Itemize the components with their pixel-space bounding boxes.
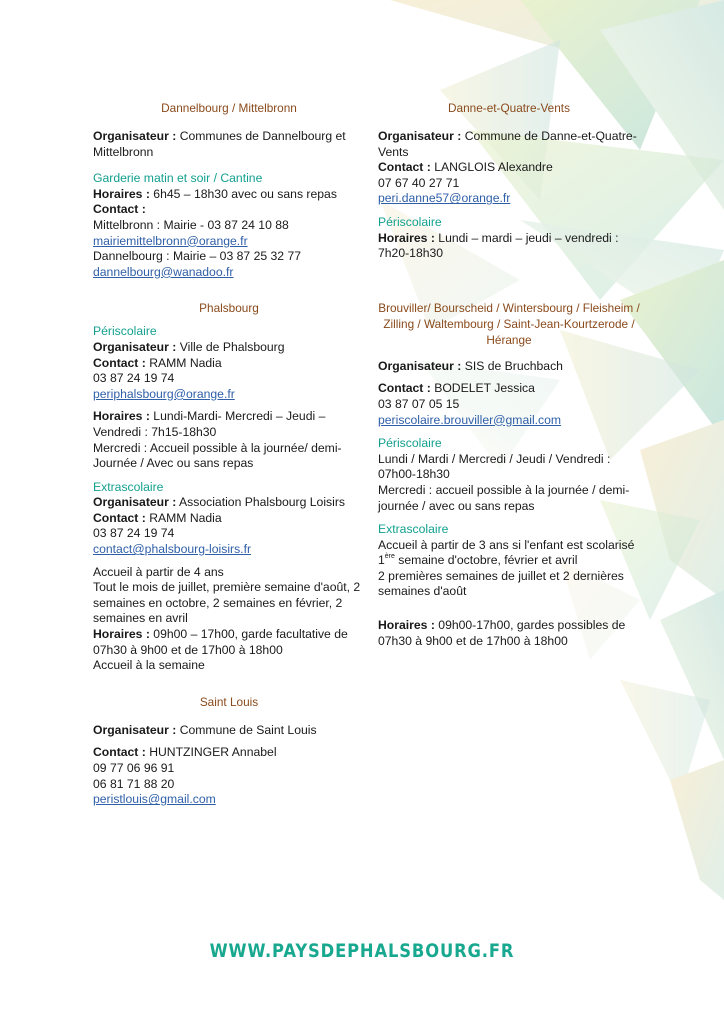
horaires-value: 09h00 – 17h00, garde facultative de 07h30 à 9h00 et de 17h00 à 18h00	[93, 627, 348, 657]
contact-label: Contact :	[378, 160, 431, 175]
contact-value: HUNTZINGER Annabel	[145, 745, 277, 760]
horaires-label: Horaires :	[378, 230, 435, 245]
jours-horaires: Lundi / Mardi / Mercredi / Jeudi / Vendredi : 07h00-18h30	[378, 451, 611, 482]
organisateur-label: Organisateur :	[378, 358, 462, 373]
contact-dannelbourg: Dannelbourg : Mairie – 03 87 25 32 77	[93, 249, 302, 264]
section-phalsbourg	[93, 300, 365, 673]
organisateur-value: Commune de Danne-et-Quatre-Vents	[378, 129, 637, 159]
email-link[interactable]: mairiemittelbronn@orange.fr	[93, 233, 248, 248]
organisateur-label: Organisateur :	[93, 495, 177, 510]
organisateur-label: Organisateur :	[93, 339, 177, 354]
contact-label: Contact :	[378, 381, 431, 396]
organisateur-value: Commune de Saint Louis	[176, 722, 317, 737]
section-title: Danne-et-Quatre-Vents	[448, 101, 570, 115]
website-url[interactable]: WWW.PAYSDEPHALSBOURG.FR	[209, 940, 515, 962]
contact-value: RAMM Nadia	[145, 355, 222, 370]
subsection-title: Périscolaire	[378, 436, 442, 451]
ordinal-suffix: ère	[384, 553, 395, 561]
organisateur-value: Ville de Phalsbourg	[176, 339, 285, 354]
contact-label: Contact :	[93, 202, 146, 217]
section-title: Dannelbourg / Mittelbronn	[161, 101, 297, 115]
contact-value: BODELET Jessica	[430, 381, 535, 396]
horaires-label: Horaires :	[93, 186, 150, 201]
right-column	[378, 100, 640, 649]
horaires-value: Lundi – mardi – jeudi – vendredi : 7h20-18h30	[378, 230, 619, 261]
email-link[interactable]: dannelbourg@wanadoo.fr	[93, 264, 234, 279]
organisateur-value: SIS de Bruchbach	[461, 358, 563, 373]
mercredi-text: Mercredi : Accueil possible à la journée/ demi-Journée / Avec ou sans repas	[93, 440, 342, 471]
horaires-label: Horaires :	[93, 409, 150, 424]
contact-label: Contact :	[93, 510, 146, 525]
section-saint-louis	[93, 694, 365, 808]
phone: 09 77 06 96 91	[93, 761, 175, 775]
horaires-label: Horaires :	[378, 618, 435, 633]
left-column	[93, 100, 365, 808]
subsection-title: Garderie matin et soir / Cantine	[93, 171, 263, 186]
email-link[interactable]: periphalsbourg@orange.fr	[93, 386, 235, 401]
accueil-periodes: Tout le mois de juillet, première semaine d'août, 2 semaines en octobre, 2 semaines en février, 2 semaines en avril	[93, 580, 361, 626]
horaires-value: Lundi-Mardi- Mercredi – Jeudi – Vendredi : 7h15-18h30	[93, 409, 326, 439]
mercredi-text: Mercredi : accueil possible à la journée / demi-journée / avec ou sans repas	[378, 482, 630, 513]
ordinal: 1	[378, 553, 385, 568]
organisateur-label: Organisateur :	[93, 722, 177, 737]
contact-label: Contact :	[93, 745, 146, 760]
contact-label: Contact :	[93, 355, 146, 370]
phone: 03 87 24 19 74	[93, 526, 175, 541]
accueil-age: Accueil à partir de 3 ans si l'enfant est scolarisé	[378, 537, 635, 552]
phone: 03 87 07 05 15	[378, 396, 460, 411]
accueil-age: Accueil à partir de 4 ans	[93, 564, 224, 579]
contact-mittelbronn: Mittelbronn : Mairie - 03 87 24 10 88	[93, 217, 289, 232]
subsection-title: Périscolaire	[378, 214, 442, 229]
organisateur-value: Association Phalsbourg Loisirs	[176, 495, 345, 510]
organisateur-label: Organisateur :	[378, 129, 462, 143]
section-dannelbourg	[93, 100, 365, 280]
section-title: Saint Louis	[199, 694, 259, 709]
email-link[interactable]: contact@phalsbourg-loisirs.fr	[93, 542, 252, 557]
horaires-label: Horaires :	[93, 627, 150, 642]
accueil-periodes: semaine d'octobre, février et avril	[394, 553, 578, 568]
contact-value: RAMM Nadia	[145, 510, 222, 525]
accueil-ete: 2 premières semaines de juillet et 2 dernières semaines d'août	[378, 568, 624, 599]
phone: 07 67 40 27 71	[378, 175, 460, 190]
section-danne-et-quatre-vents	[378, 100, 640, 262]
phone: 06 81 71 88 20	[93, 776, 175, 791]
organisateur-label: Organisateur :	[93, 129, 177, 143]
section-brouviller	[378, 300, 640, 650]
accueil-semaine: Accueil à la semaine	[93, 658, 205, 673]
contact-value: LANGLOIS Alexandre	[430, 160, 553, 175]
subsection-title: Périscolaire	[93, 324, 157, 339]
email-link[interactable]: peri.danne57@orange.fr	[378, 191, 511, 206]
email-link[interactable]: peristlouis@gmail.com	[93, 792, 216, 807]
phone: 03 87 24 19 74	[93, 371, 175, 386]
subsection-title: Extrascolaire	[378, 522, 449, 537]
section-title: Phalsbourg	[199, 301, 259, 316]
horaires-value: 09h00-17h00, gardes possibles de 07h30 à 9h00 et de 17h00 à 18h00	[378, 618, 626, 648]
organisateur-value: Communes de Dannelbourg et Mittelbronn	[93, 129, 346, 159]
section-title: Brouviller/ Bourscheid / Wintersbourg / Fleisheim / Zilling / Waltembourg / Saint-Jean-Kourtzerode / Hérange	[378, 300, 640, 347]
subsection-title: Extrascolaire	[93, 479, 164, 494]
horaires-value: 6h45 – 18h30 avec ou sans repas	[149, 186, 337, 201]
email-link[interactable]: periscolaire.brouviller@gmail.com	[378, 412, 562, 427]
